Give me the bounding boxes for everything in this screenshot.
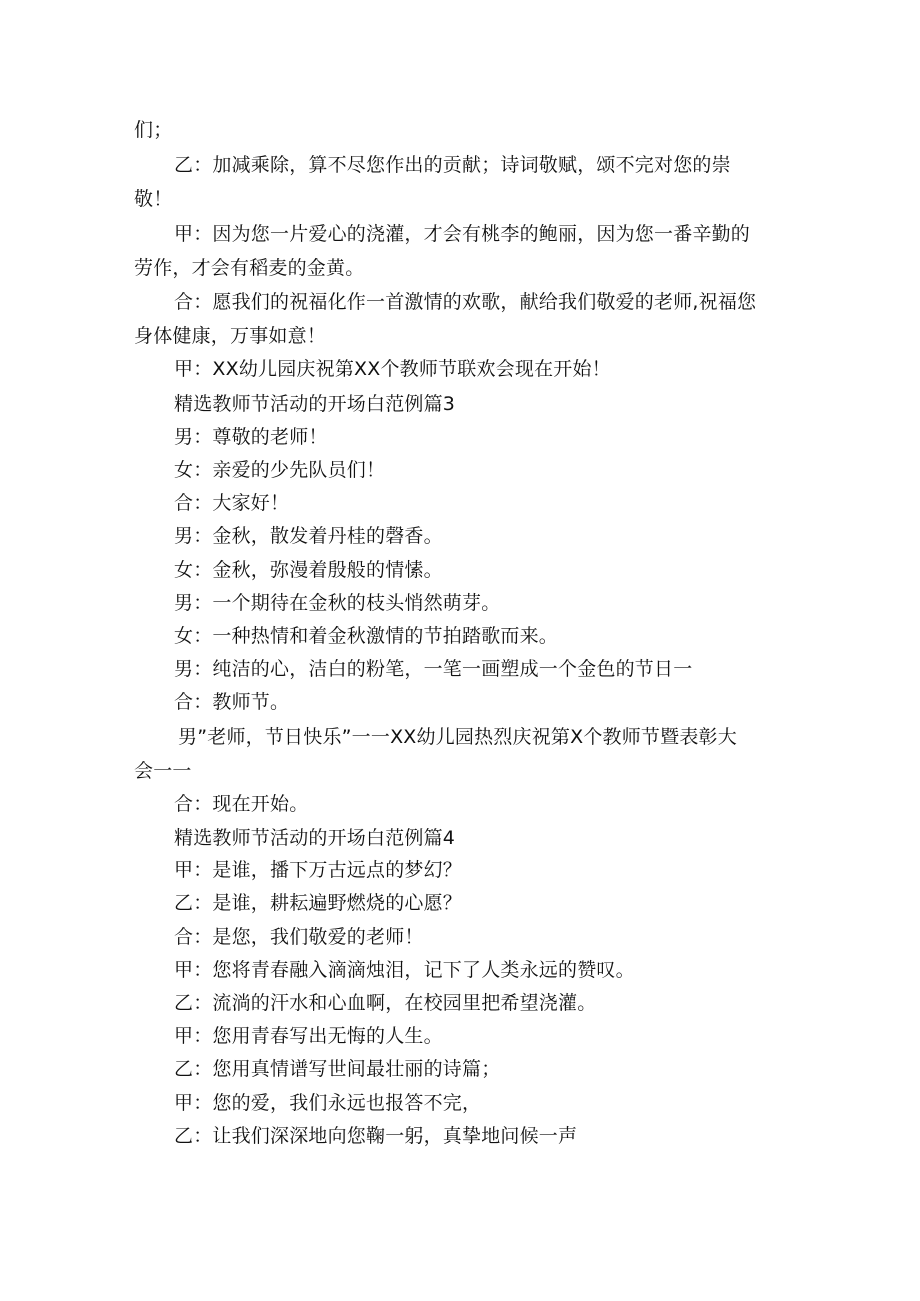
text-line: 甲：您用青春写出无悔的人生。 <box>174 1025 443 1047</box>
text-line: 乙：是谁，耕耘遍野燃烧的心愿？ <box>174 892 463 914</box>
text-line: 乙：让我们深深地向您鞠一躬，真挚地问候一声 <box>174 1125 578 1147</box>
text-line: 乙：您用真情谱写世间最壮丽的诗篇； <box>174 1058 501 1080</box>
text-line: 男：尊敬的老师！ <box>174 426 328 448</box>
text-line: 甲：XX幼儿园庆祝第XX个教师节联欢会现在开始！ <box>174 358 611 380</box>
section-heading: 精选教师节活动的开场白范例篇3 <box>174 393 456 415</box>
text-line: 男：一个期待在金秋的枝头悄然萌芽。 <box>174 592 501 614</box>
text-line: 合：愿我们的祝福化作一首激情的欢歌，献给我们敬爱的老师,祝福您 <box>174 291 757 313</box>
text-line: 女：亲爱的少先队员们！ <box>174 459 386 481</box>
text-line: 合：是您，我们敬爱的老师！ <box>174 926 424 948</box>
section-heading: 精选教师节活动的开场白范例篇4 <box>174 827 456 849</box>
text-line: 合：现在开始。 <box>174 793 309 815</box>
text-line: 甲：您将青春融入滴滴烛泪，记下了人类永远的赞叹。 <box>174 959 635 981</box>
text-line: 乙：流淌的汗水和心血啊，在校园里把希望浇灌。 <box>174 992 597 1014</box>
text-line: 男”老师，节日快乐”一一XX幼儿园热烈庆祝第X个教师节暨表彰大 <box>178 726 737 748</box>
text-line: 甲：您的爱，我们永远也报答不完， <box>174 1092 482 1114</box>
text-line: 甲：是谁，播下万古远点的梦幻？ <box>174 859 463 881</box>
text-line: 女：一种热情和着金秋激情的节拍踏歌而来。 <box>174 625 559 647</box>
text-line: 甲：因为您一片爱心的浇灌，才会有桃李的鲍丽，因为您一番辛勤的 <box>174 223 751 245</box>
text-line: 男：纯洁的心，洁白的粉笔，一笔一画塑成一个金色的节日一 <box>174 658 693 680</box>
text-line: 劳作，才会有稻麦的金黄。 <box>134 257 365 279</box>
text-line: 乙：加减乘除，算不尽您作出的贡献；诗词敬赋，颂不完对您的崇 <box>174 154 731 176</box>
text-line: 会一一 <box>134 760 192 782</box>
text-line: 女：金秋，弥漫着殷般的情愫。 <box>174 559 443 581</box>
text-line: 合：大家好！ <box>174 492 290 514</box>
text-line: 合：教师节。 <box>174 691 290 713</box>
text-line: 敬！ <box>134 188 173 210</box>
text-line: 们； <box>134 119 173 141</box>
text-line: 男：金秋，散发着丹桂的磬香。 <box>174 525 443 547</box>
text-line: 身体健康，万事如意！ <box>134 325 327 347</box>
